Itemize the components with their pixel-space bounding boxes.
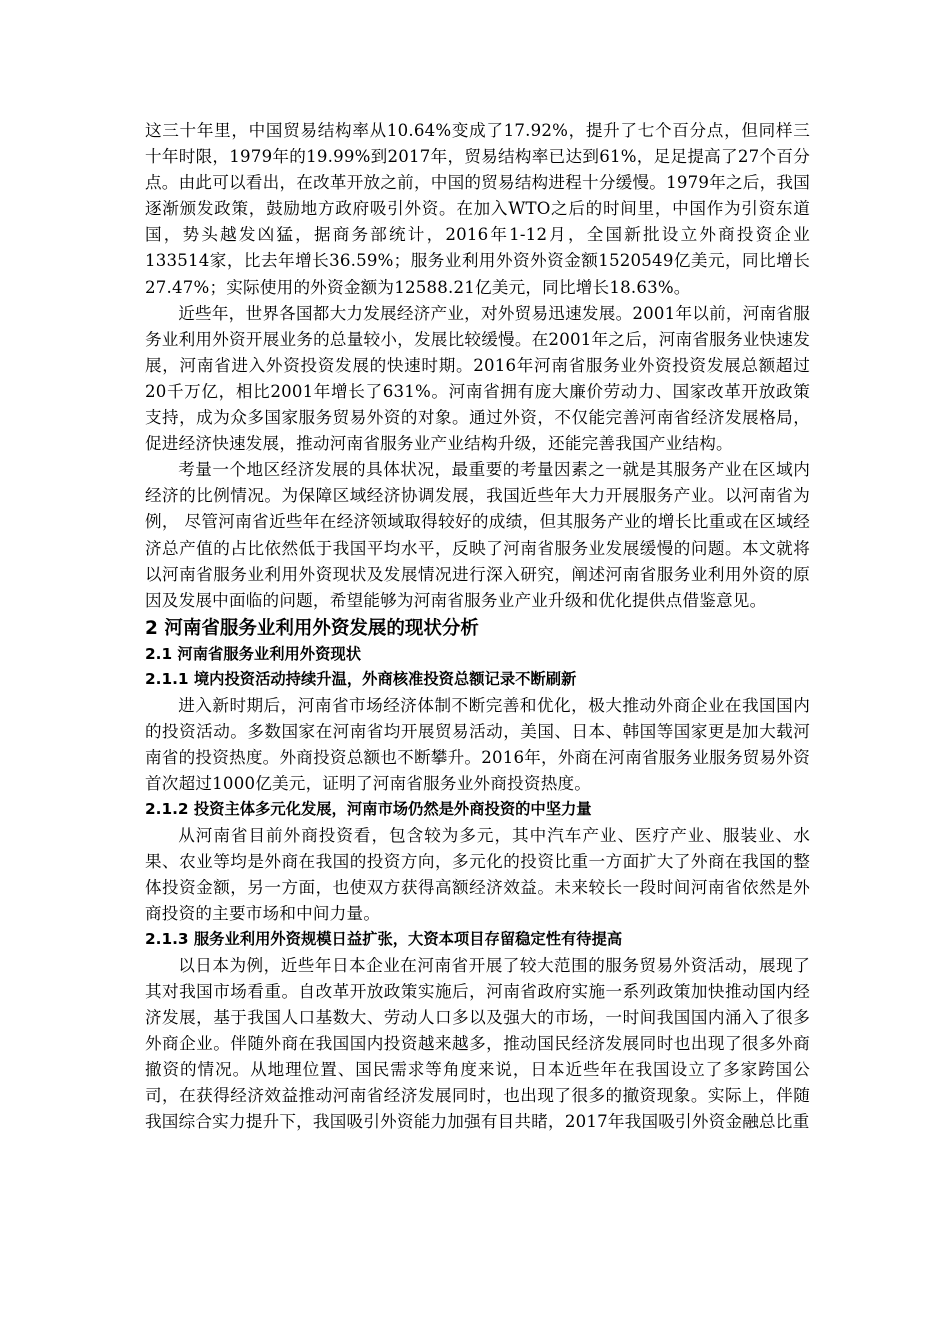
section-2-1-heading: 2.1 河南省服务业利用外资现状 [145,644,361,663]
section-2-1-1-heading: 2.1.1 境内投资活动持续升温，外商核准投资总额记录不断刷新 [145,670,577,689]
section-2-1-2-heading: 2.1.2 投资主体多元化发展，河南市场仍然是外商投资的中坚力量 [145,800,592,819]
section-2-1-3-paragraph: 以日本为例，近些年日本企业在河南省开展了较大范围的服务贸易外资活动，展现了其对我国市场看重。自改革开放政策实施后，河南省政府实施一系列政策加快推动国内经济发展，基于我国人口基数大、劳动人口多以及强大的市场，一时间我国国内涌入了很多外商企业。伴随外商在我国国内投资越来越多，推动国民经济发展同时也出现了很多外商撤资的情况。从地理位置、国民需求等角度来说，日本近些年在我国设立了多家跨国公司，在获得经济效益推动河南省经济发展同时，也出现了很多的撤资现象。实际上，伴随我国综合实力提升下，我国吸引外资能力加强有目共睹，2017年我国吸引外资金融总比重 [145,955,810,1132]
intro-paragraph-2: 近些年，世界各国都大力发展经济产业，对外贸易迅速发展。2001年以前，河南省服务业利用外资开展业务的总量较小，发展比较缓慢。在2001年之后，河南省服务业快速发展，河南省进入外资投资发展的快速时期。2016年河南省服务业外资投资发展总额超过20千万亿，相比2001年增长了631%。河南省拥有庞大廉价劳动力、国家改革开放政策支持，成为众多国家服务贸易外资的对象。通过外资，不仅能完善河南省经济发展格局，促进经济快速发展，推动河南省服务业产业结构升级，还能完善我国产业结构。 [145,303,810,454]
section-2-1-2-paragraph: 从河南省目前外商投资看，包含较为多元，其中汽车产业、医疗产业、服装业、水果、农业等均是外商在我国的投资方向，多元化的投资比重一方面扩大了外商在我国的整体投资金额，另一方面，也使双方获得高额经济效益。未来较长一段时间河南省依然是外商投资的主要市场和中间力量。 [145,825,810,923]
section-2-1-1-paragraph: 进入新时期后，河南省市场经济体制不断完善和优化，极大推动外商企业在我国国内的投资活动。多数国家在河南省均开展贸易活动，美国、日本、韩国等国家更是加大载河南省的投资热度。外商投资总额也不断攀升。2016年，外商在河南省服务业服务贸易外资首次超过1000亿美元，证明了河南省服务业外商投资热度。 [145,695,810,794]
section-2-heading: 2 河南省服务业利用外资发展的现状分析 [145,617,479,639]
intro-paragraph-3: 考量一个地区经济发展的具体状况，最重要的考量因素之一就是其服务产业在区域内经济的比例情况。为保障区域经济协调发展，我国近些年大力开展服务产业。以河南省为例， 尽管河南省近些年在经济领域取得较好的成绩，但其服务产业的增长比重或在区域经济总产值的占比依然低于我国平均水平，反映了河南省服务业发展缓慢的问题。本文就将以河南省服务业利用外资现状及发展情况进行深入研究，阐述河南省服务业利用外资的原因及发展中面临的问题，希望能够为河南省服务业产业升级和优化提供点借鉴意见。 [145,460,810,610]
intro-paragraph-1: 这三十年里，中国贸易结构率从10.64%变成了17.92%，提升了七个百分点，但同样三十年时限，1979年的19.99%到2017年，贸易结构率已达到61%，足足提高了27个百分点。由此可以看出，在改革开放之前，中国的贸易结构进程十分缓慢。1979年之后，我国逐渐颁发政策，鼓励地方政府吸引外资。在加入WTO之后的时间里，中国作为引资东道国，势头越发凶猛，据商务部统计，2016年1-12月，全国新批设立外商投资企业133514家，比去年增长36.59%；服务业利用外资外资金额1520549亿美元，同比增长27.47%；实际使用的外资金额为12588.21亿美元，同比增长18.63%。 [145,121,810,297]
section-2-1-3-heading: 2.1.3 服务业利用外资规模日益扩张，大资本项目存留稳定性有待提高 [145,930,623,949]
document-page [145,118,810,1135]
